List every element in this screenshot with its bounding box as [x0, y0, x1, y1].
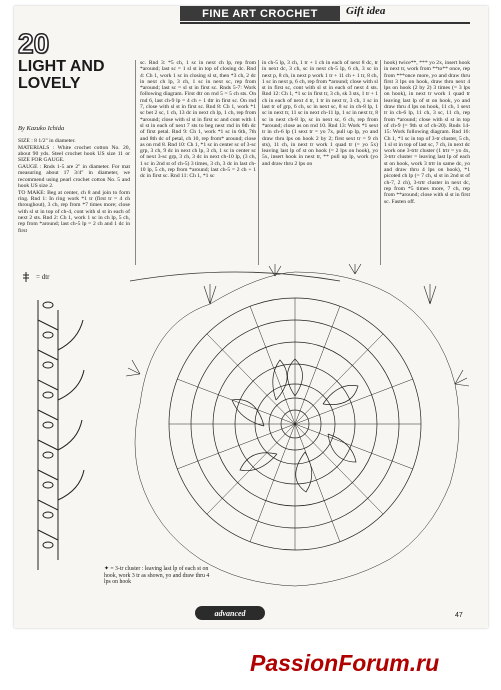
pattern-title: LIGHT AND LOVELY [18, 58, 105, 92]
difficulty-badge [195, 606, 265, 620]
legend-dtr-label: = dtr [36, 273, 50, 281]
paragraph: SIZE : 8 1/2" in diameter. [18, 138, 76, 144]
dtr-symbol-icon [20, 272, 32, 282]
legend-3tr-cluster [104, 566, 212, 586]
column-divider [135, 60, 136, 265]
instructions-column-4 [384, 60, 470, 205]
header-rule [180, 22, 470, 24]
paragraph: in ch-5 lp, 3 ch, 1 tr + 1 ch in each of next 8 dc, tr in next dc, 3 ch, sc in next ch-5 lp, 6 ch, 3 sc in next p, 8 ch, in next p work 1 tr + 11 ch + 1 tr, 8 ch, 1 sc in next p, 6 ch, rep from *around; close with sl st in first sc, cont with sl st in each of next 4 sts. Rnd 12: Ch 1, *1 sc in first tr, 3 ch, sk 3 sts, 1 tr + 1 ch in each of next 4 tr, 1 tr in next tr, 3 ch, 1 sc in last tr of grp, 6 ch, sc in next sc, 8 sc in ch-8 lp, 1 sc in next tr, 11 sc in next ch-11 lp, 1 sc in next tr, 8 sc in next ch-8 lp, sc in next sc, 6 ch, rep from *around; close as on rnd 10. Rnd 13: Work *1 sext tr in ch-6 lp (1 sext tr = yo 7x, pull up lp, yo and draw thru lps on hook 2 by 2; first sext tr = 9 ch sts), 11 ch, in next tr work 1 quad tr (= yo 5x) leaving last lp of st on hook (= 2 lps on hook), yo 5x, insert hook in next tr, ** pull up lp, work (yo and draw thru 2 lps on [262, 60, 378, 167]
column-divider [258, 60, 259, 265]
paragraph: hook) twice**, *** yo 2x, insert hook in next tr, work from **to** once, rep from ***once more, yo and draw thru first 3 lps on hook, draw thru next 4 lps on hook (2 by 2) 3 times (= 3 lps on hook), in next tr work 1 quad tr leaving last lp of st on hook, yo and draw thru 4 lps on hook, 11 ch, 1 sext tr in ch-6 lp, 11 ch, 3 sc, 11 ch, rep from *around; close with sl st in top of ch-9 (= 9th st of ch-20). Rnds 14-15: Work following diagram. Rnd 16: Ch 1, *1 sc in top of 3-tr cluster, 5 ch, 1 sl st in top of last sc, 7 ch, in next dc work one 3-trtr cluster (1 trtr = yo 4x, 3-trtr cluster = leaving last lp of each st on hook, work 3 trtr in same dc, yo and draw thru 4 lps on hook), *1 picoted ch lp (= 7 ch, sl st in 2nd st of ch-7, 2 ch), 3-trtr cluster in next dc, rep from *5 times more, 7 ch, rep from **around; close with sl st in first sc. Fasten off. [384, 60, 470, 205]
paragraph: sc. Rnd 3: *5 ch, 1 sc in next ch lp, rep from *around; last sc = 1 sl st in top of closing dc. Rnd 4: Ch 1, work 1 sc in closing sl st, then *3 ch, 2 dc in next ch lp, 3 ch, 1 sc in next sc, rep from *around; last sc = sl st in first sc. Rnds 5-7: Work following diagram. First dtr on rnd 5 = 5 ch sts. On rnd 6, last ch-9 lp = 4 ch + 1 dtr in first sc. On rnd 7, close with sl st in first sc. Rnd 8: Ch 1, work *1 sc bet 2 sc, 1 ch, 13 dc in next ch lp, 1 ch, rep from *around; close with sl st in first sc and cont with 1 sl st in each of next 7 sts to beg next rnd in 6th dc of first petal. Rnd 9: Ch 1, work *1 sc in 6th, 7th and 8th dc of petal, ch 10, rep from* around; close as on rnd 8. Rnd 10: Ch 1, *1 sc in center sc of 3-sc grp, 3 ch, 9 dc in next ch lp, 3 ch, 1 sc in center sc of next 3-sc grp, 3 ch, 3 dc in next ch-10 lp, (3 ch, 1 sc in 2nd st of ch-5) 3 times, 3 ch, 3 dc in last ch-10 lp, 5 ch, rep from *around; last ch-5 = 2 ch + 1 dc in first sc. Rnd 11: Ch 1, *1 sc [140, 60, 256, 180]
pattern-number: 20 [18, 28, 50, 59]
pattern-byline: By Kazuko Ichida [18, 125, 65, 132]
legend-cluster-label: = 3-tr cluster : leaving last lp of each st on hook, work 3 tr as shown, yo and draw thru 4 lps on hook [104, 566, 210, 586]
paragraph: GAUGE : Rnds 1-5 are 2" in diameter. For mat measuring about 17 3/4" in diameter, we recommend using pearl crochet cotton No. 5 and hook US size 2. [18, 164, 130, 190]
cluster-symbol-icon: ✦ [104, 566, 111, 572]
page-number: 47 [455, 612, 463, 619]
doily-crochet-diagram [100, 264, 480, 594]
section-title: FINE ART CROCHET [202, 7, 318, 20]
paragraph: MATERIALS : White crochet cotton No. 20, about 90 yds. Steel crochet hook US size 11 or SIZE FOR GAUGE. [18, 144, 130, 164]
instructions-column-1 [18, 138, 130, 234]
difficulty-label: advanced [214, 608, 246, 618]
stitch-detail-diagram [18, 290, 98, 580]
column-divider [380, 60, 381, 265]
instructions-column-2 [140, 60, 256, 180]
gift-idea-tag: Gift idea [346, 5, 386, 17]
paragraph: TO MAKE: Beg at center, ch 8 and join to form ring. Rnd 1: In ring work *1 tr (first tr = 4 ch throughout), 3 ch, rep from *7 times more; close with sl st in top of ch-4, cont with sl st in each of next 2 sts. Rnd 2: Ch 1, work 1 sc in ch lp, 5 ch, rep from *around; last ch-5 lp = 2 ch and 1 dc in first [18, 189, 130, 234]
site-watermark: PassionForum.ru [250, 650, 440, 676]
legend-dtr [20, 272, 49, 282]
instructions-column-3 [262, 60, 378, 168]
section-header [180, 6, 340, 21]
